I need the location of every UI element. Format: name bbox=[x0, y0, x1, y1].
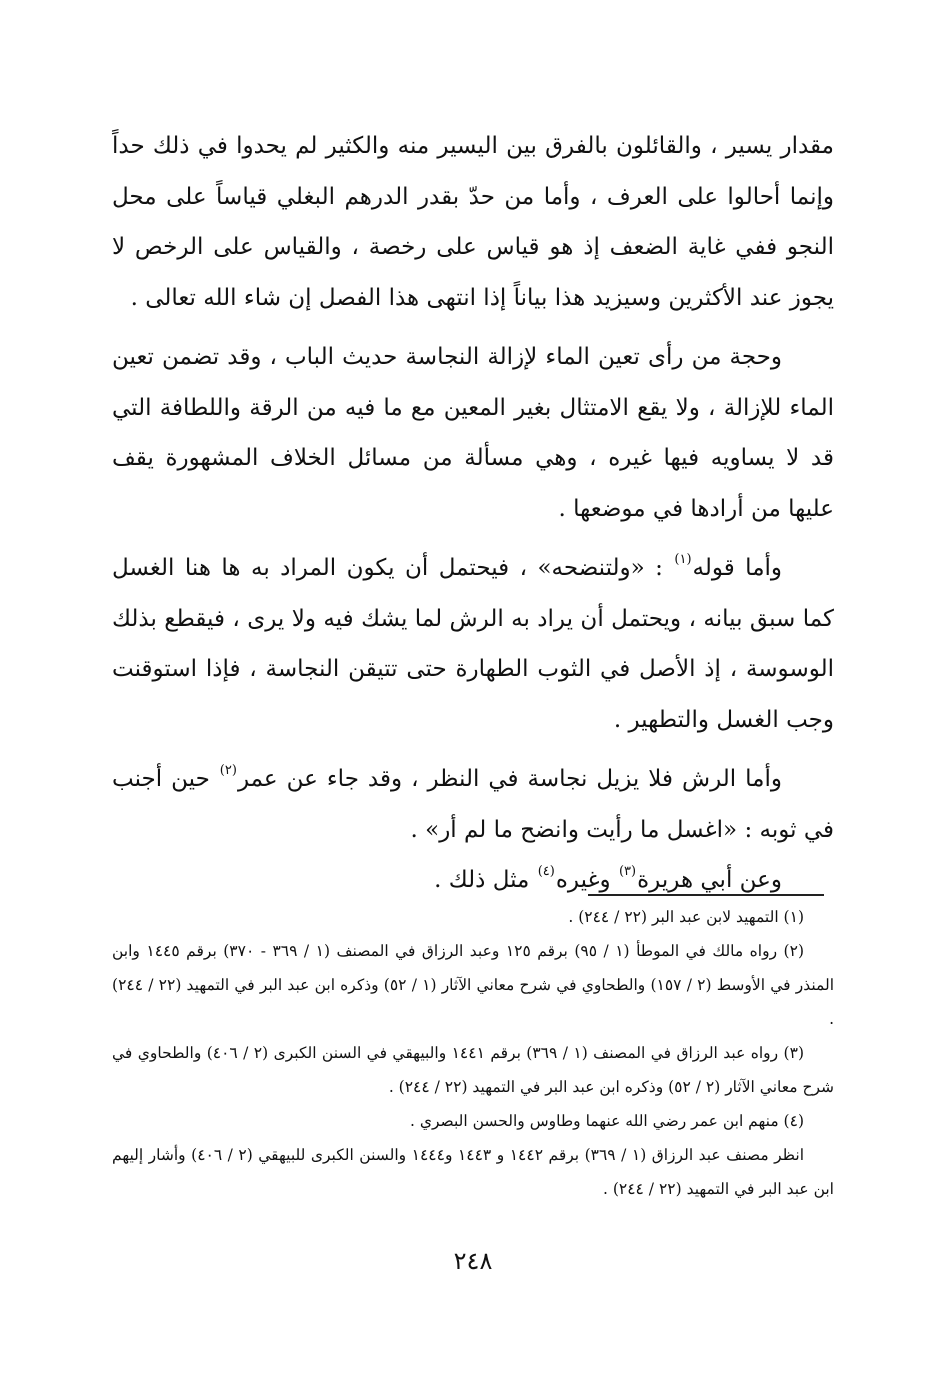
page-number: ٢٤٨ bbox=[453, 1247, 493, 1275]
paragraph-2: وحجة من رأى تعين الماء لإزالة النجاسة حديث الباب ، وقد تضمن تعين الماء للإزالة ، ولا يقع الامتثال بغير المعين مع ما فيه من الرقة واللطافة التي قد لا يساويه فيها غيره ، وهي مسألة من مسائل الخلاف المشهورة يقف عليها من أرادها في موضعها . bbox=[112, 344, 834, 522]
footnotes bbox=[112, 900, 834, 1206]
footnote-1: (١) التمهيد لابن عبد البر (٢٢ / ٢٤٤) . bbox=[568, 908, 804, 926]
footnote-4-continuation: انظر مصنف عبد الرزاق (١ / ٣٦٩) برقم ١٤٤٢ و ١٤٤٣ و١٤٤٤ والسنن الكبرى للبيهقي (٢ / ٤٠٦) وأشار إليهم ابن عبد البر في التمهيد (٢٢ / ٢٤٤) . bbox=[112, 1146, 834, 1198]
footnote-ref-2[interactable]: (٢) bbox=[219, 763, 237, 778]
footnote-ref-3[interactable]: (٣) bbox=[618, 864, 637, 879]
footnote-3: (٣) رواه عبد الرزاق في المصنف (١ / ٣٦٩) برقم ١٤٤١ والبيهقي في السنن الكبرى (٢ / ٤٠٦) والطحاوي في شرح معاني الآثار (٢ / ٥٢) وذكره ابن عبد البر في التمهيد (٢٢ / ٢٤٤) . bbox=[112, 1044, 834, 1096]
footnote-2: (٢) رواه مالك في الموطأ (١ / ٩٥) برقم ١٢٥ وعبد الرزاق في المصنف (١ / ٣٦٩ - ٣٧٠) برقم ١٤٤٥ وابن المنذر في الأوسط (٢ / ١٥٧) والطحاوي في شرح معاني الآثار (١ / ٥٢) وذكره ابن عبد البر في التمهيد (٢٢ / ٢٤٤) . bbox=[112, 942, 835, 1028]
paragraph-1: مقدار يسير ، والقائلون بالفرق بين اليسير منه والكثير لم يحدوا في ذلك حداً وإنما أحالوا على العرف ، وأما من حدّ بقدر الدرهم البغلي قياساً على محل النجو ففي غاية الضعف إذ هو قياس على رخصة ، والقياس على الرخص لا يجوز عند الأكثرين وسيزيد هذا بياناً إذا انتهى هذا الفصل إن شاء الله تعالى . bbox=[112, 133, 834, 311]
paragraph-5-middle: وغيره bbox=[555, 867, 618, 893]
paragraph-5-start: وعن أبي هريرة bbox=[637, 867, 782, 893]
footnote-ref-1[interactable]: (١) bbox=[674, 552, 692, 567]
footnote-ref-4[interactable]: (٤) bbox=[537, 864, 555, 879]
paragraph-3-start: وأما قوله bbox=[692, 555, 783, 581]
paragraph-4 bbox=[112, 754, 834, 855]
paragraph-4-rest: حين أجنب في ثوبه : «اغسل ما رأيت وانضح ما لم أر» . bbox=[112, 766, 834, 843]
paragraph-5-end: مثل ذلك . bbox=[434, 867, 537, 893]
footnote-4: (٤) منهم ابن عمر رضي الله عنهما وطاوس والحسن البصري . bbox=[410, 1112, 804, 1130]
paragraph-3-rest: : «ولتنضحه» ، فيحتمل أن يكون المراد به ها هنا الغسل كما سبق بيانه ، ويحتمل أن يراد به الرش لما يشك فيه ولا يرى ، فيقطع بذلك الوسوسة ، إذ الأصل في الثوب الطهارة حتى تتيقن النجاسة ، فإذا استوقنت وجب الغسل والتطهير . bbox=[112, 555, 834, 733]
paragraph-5 bbox=[112, 855, 834, 906]
paragraph-4-start: وأما الرش فلا يزيل نجاسة في النظر ، وقد جاء عن عمر bbox=[237, 766, 783, 792]
main-text bbox=[112, 121, 834, 906]
footnote-separator bbox=[588, 894, 824, 896]
paragraph-3 bbox=[112, 543, 834, 745]
